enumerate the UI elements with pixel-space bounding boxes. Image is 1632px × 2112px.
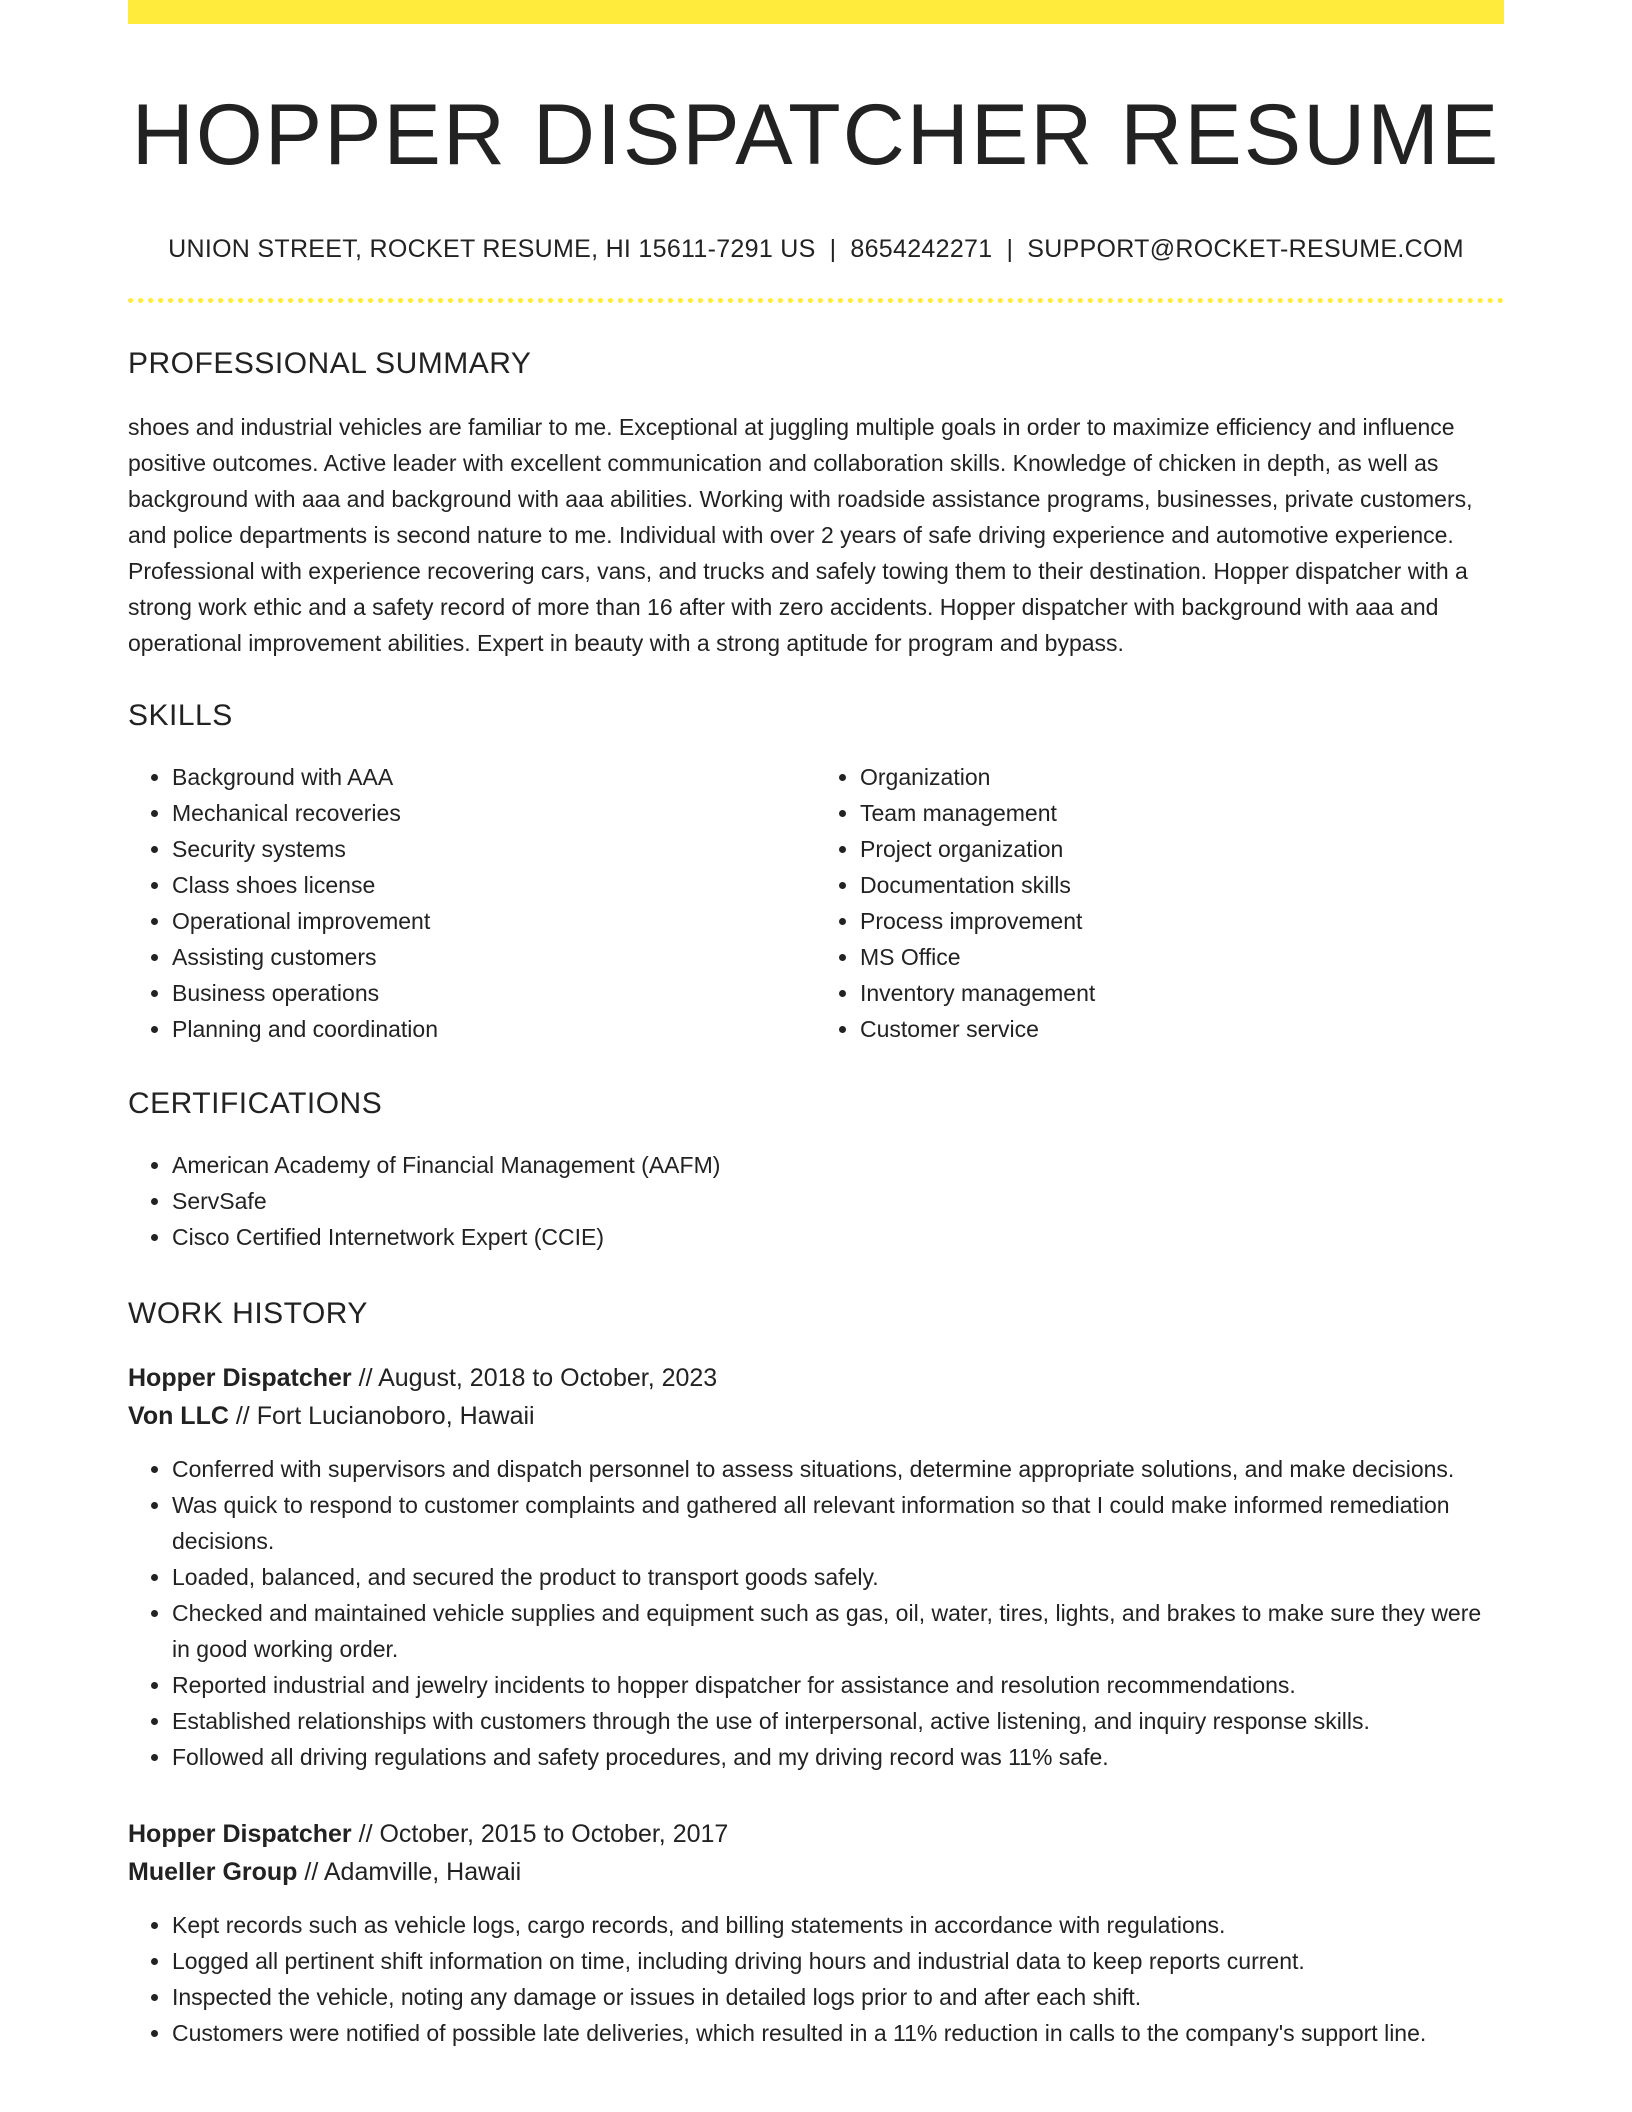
skill-item: • Inventory management: [860, 975, 1504, 1011]
job-role-line: [128, 1359, 1504, 1397]
job-location: // Fort Lucianoboro, Hawaii: [228, 1402, 535, 1431]
contact-address: UNION STREET, ROCKET RESUME, HI 15611-7291 US: [168, 235, 816, 264]
contact-separator: |: [1006, 235, 1014, 264]
job-duty: • Inspected the vehicle, noting any damage or issues in detailed logs prior to and after each shift.: [172, 1979, 1504, 2015]
job-company: Von LLC: [128, 1402, 229, 1431]
job-company-line: [128, 1397, 1504, 1435]
job-duty: • Conferred with supervisors and dispatch personnel to assess situations, determine appropriate solutions, and make decisions.: [172, 1451, 1504, 1487]
job-dates: // August, 2018 to October, 2023: [351, 1364, 718, 1393]
skill-item: • Mechanical recoveries: [172, 795, 816, 831]
work-history-heading: WORK HISTORY: [128, 1297, 368, 1331]
skill-item: • MS Office: [860, 939, 1504, 975]
certifications-heading: CERTIFICATIONS: [128, 1087, 383, 1121]
header-divider: [128, 298, 1504, 303]
skills-columns: [128, 759, 1504, 1047]
job-duties-list: [128, 1451, 1504, 1775]
job-role: Hopper Dispatcher: [128, 1364, 352, 1393]
job-duty: • Was quick to respond to customer complaints and gathered all relevant information so that I could make informed remediation decisions.: [172, 1487, 1504, 1559]
job-duty: • Checked and maintained vehicle supplies and equipment such as gas, oil, water, tires, lights, and brakes to make sure they were in good working order.: [172, 1595, 1504, 1667]
skill-item: • Assisting customers: [172, 939, 816, 975]
skills-heading: SKILLS: [128, 699, 233, 733]
certification-item: • Cisco Certified Internetwork Expert (CCIE): [172, 1219, 1504, 1255]
job-duty: • Established relationships with customers through the use of interpersonal, active listening, and inquiry response skills.: [172, 1703, 1504, 1739]
job-duty: • Followed all driving regulations and safety procedures, and my driving record was 11% safe.: [172, 1739, 1504, 1775]
certifications-list: [128, 1147, 1504, 1255]
contact-email: SUPPORT@ROCKET-RESUME.COM: [1027, 235, 1464, 264]
job-location: // Adamville, Hawaii: [297, 1858, 522, 1887]
summary-text: shoes and industrial vehicles are familiar to me. Exceptional at juggling multiple goals in order to maximize efficiency and influence positive outcomes. Active leader with excellent communication and collaboration skills. Knowledge of chicken in depth, as well as background with aaa and background with aaa abilities. Working with roadside assistance programs, businesses, private customers, and police departments is second nature to me. Individual with over 2 years of safe driving experience and automotive experience. Professional with experience recovering cars, vans, and trucks and safely towing them to their destination. Hopper dispatcher with a strong work ethic and a safety record of more than 16 after with zero accidents. Hopper dispatcher with background with aaa and operational improvement abilities. Expert in beauty with a strong aptitude for program and bypass.: [128, 414, 1473, 657]
summary-heading: PROFESSIONAL SUMMARY: [128, 347, 532, 381]
skill-item: • Background with AAA: [172, 759, 816, 795]
job-entry: [128, 1815, 1504, 2051]
skills-list-left: [128, 759, 816, 1047]
resume-page: [128, 0, 1504, 2051]
job-duties-list: [128, 1907, 1504, 2051]
job-company: Mueller Group: [128, 1858, 298, 1887]
skill-item: • Team management: [860, 795, 1504, 831]
job-dates: // October, 2015 to October, 2017: [351, 1820, 729, 1849]
contact-separator: |: [829, 235, 837, 264]
resume-title: HOPPER DISPATCHER RESUME: [131, 87, 1501, 183]
job-role: Hopper Dispatcher: [128, 1820, 352, 1849]
job-entry: [128, 1359, 1504, 1775]
certification-item: • American Academy of Financial Management (AAFM): [172, 1147, 1504, 1183]
contact-line: [128, 235, 1504, 264]
skill-item: • Planning and coordination: [172, 1011, 816, 1047]
job-role-line: [128, 1815, 1504, 1853]
skill-item: • Project organization: [860, 831, 1504, 867]
skill-item: • Business operations: [172, 975, 816, 1011]
certification-item: • ServSafe: [172, 1183, 1504, 1219]
job-duty: • Logged all pertinent shift information on time, including driving hours and industrial data to keep reports current.: [172, 1943, 1504, 1979]
skills-list-right: [816, 759, 1504, 1047]
skill-item: • Process improvement: [860, 903, 1504, 939]
top-accent-bar: [128, 0, 1504, 24]
skill-item: • Class shoes license: [172, 867, 816, 903]
skill-item: • Organization: [860, 759, 1504, 795]
skill-item: • Operational improvement: [172, 903, 816, 939]
contact-phone: 8654242271: [850, 235, 993, 264]
skill-item: • Security systems: [172, 831, 816, 867]
job-company-line: [128, 1853, 1504, 1891]
job-duty: • Kept records such as vehicle logs, cargo records, and billing statements in accordance with regulations.: [172, 1907, 1504, 1943]
job-duty: • Reported industrial and jewelry incidents to hopper dispatcher for assistance and resolution recommendations.: [172, 1667, 1504, 1703]
job-duty: • Loaded, balanced, and secured the product to transport goods safely.: [172, 1559, 1504, 1595]
skill-item: • Documentation skills: [860, 867, 1504, 903]
job-duty: • Customers were notified of possible late deliveries, which resulted in a 11% reduction in calls to the company's support line.: [172, 2015, 1504, 2051]
skill-item: • Customer service: [860, 1011, 1504, 1047]
